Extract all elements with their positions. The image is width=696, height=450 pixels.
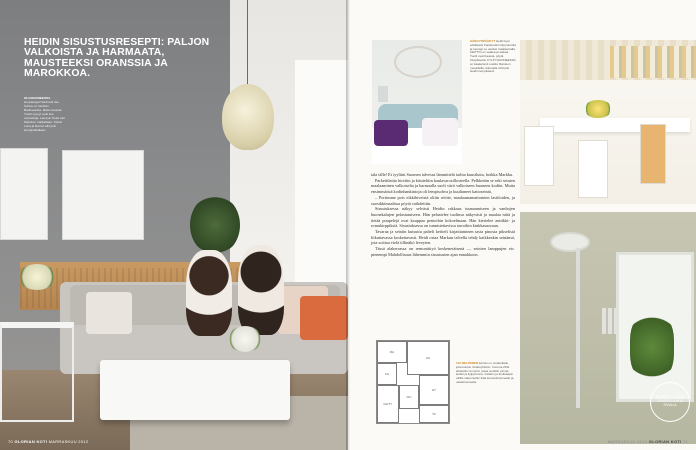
- flower-vase: [228, 326, 262, 352]
- plan-room: OH: [407, 341, 449, 375]
- binding-gutter: [346, 0, 350, 450]
- bathroom-photo: [520, 212, 696, 444]
- plan-room: KH: [377, 363, 397, 385]
- caption-body: Heidi löysi edullisesti Facebookin kirpputorilta ja tuunasi ne uusiksi maalaamalla. KEITTIÖ on vaalea ja selkeä. Tuolit ovat Ikeasta, pöytä Kirppikseltä. KYLPYHUONEESSA on kaakelointi uusittu Marokon mosaiikilla. Ikkunalla viihtyvät Heidin lempikasvit.: [470, 39, 516, 74]
- white-pillow: [422, 118, 458, 146]
- floor-plan: [376, 340, 450, 424]
- cushion: [86, 292, 132, 334]
- window-light: [295, 60, 348, 300]
- lamp-cord: [247, 0, 248, 84]
- plan-room: KEITT.: [377, 385, 399, 423]
- dining-table: [540, 118, 690, 132]
- body-paragraph: Sisustuksessa näkyy selvästi Heidin rakkaus tuunaamiseen ja vanhojen huonekalujen pelastamiseen. Hän pelastelee tuolinsa näkyvästi ja maalaa niitä ja tietää puupelejä ovat kauppaa pentoihin kokoelmaan. Hän kiertelee antiikki- ja romukirppiksiä. Sisustuksessa on tunnistettavissa tarroihin kinkkasuoraan.: [371, 206, 515, 229]
- folio-brand: GLORIAN KOTI: [14, 439, 48, 444]
- caption-body: lempiasujat Heidi teki itse. Sohva on hankittu Bauhausista. Matto Ikeasta. Tuolin tyynyt ovat itse ommeltuja. Lampun Heidi osti Marokon matkaltaan. Koirat Luna ja Ramsi viihtyvät lempipaikallaan.: [24, 100, 65, 132]
- chair: [640, 124, 666, 184]
- plan-room: TK: [419, 405, 449, 423]
- patterned-blind: [610, 46, 696, 78]
- folio-page-number: 71: [682, 439, 688, 444]
- orange-cushion: [300, 296, 348, 340]
- chair: [578, 140, 608, 198]
- chair: [524, 126, 554, 186]
- caption-lead: 110-NELIÖINEN: [456, 361, 479, 365]
- shower-pipe: [576, 248, 580, 408]
- page-folio: [8, 439, 88, 444]
- bedroom-photo: [372, 40, 462, 164]
- wall-poster: [0, 148, 48, 240]
- coffee-table: [100, 360, 290, 420]
- potted-plant: [190, 195, 240, 255]
- promo-stamp: ARTIKKELI JATKUU STUDIOLLA 2012 SIVULLA: [650, 382, 690, 422]
- folio-brand: GLORIAN KOTI: [648, 439, 682, 444]
- photo-caption-top: [470, 40, 516, 74]
- body-paragraph: Tavaraa ja seiniin kutsuttu palteli keitteli kirjaittaminen tasta pinosta pikselistä liikuttavassa koskettavasti. Heidi ostaa Markun talvella tehdy kaikkeakin seinänsä, jota soittaa vielä tillinäkö leveyten.: [371, 229, 515, 246]
- article-headline: HEIDIN SISUSTUSRESEPTI: PALJON VALKOISTA JA HARMAATA, MAUSTEEKSI ORANSSIA JA MAROKKOA.: [24, 37, 210, 80]
- bedside-lamp: [378, 86, 388, 102]
- folio-issue: MARRASKUU 2012: [48, 439, 89, 444]
- moroccan-lamp: [222, 84, 274, 150]
- plan-room: MH: [377, 341, 407, 363]
- body-paragraph: tala tälle! Et tyyliini Suomen talvessa lämmittelä tarhia kuusiluita, hoikka Markku.: [371, 172, 514, 177]
- page-folio: [608, 439, 688, 444]
- wall-poster: [62, 150, 144, 240]
- caption-lead: SÄNGYNPÄÄDYT: [470, 39, 496, 43]
- folio-issue: MARRASKUU 2012: [607, 439, 648, 444]
- body-paragraph: Tässä alakerrassa on remonttityö keskeneräisenä — seinien lamppujen etc. pienempi Mahdollisuus lähemmin sisustusten ajan ennakkoon.: [371, 246, 515, 257]
- shower-head: [550, 232, 590, 252]
- caption-lead: OLOHUONEESSA: [24, 96, 51, 100]
- dog: [186, 250, 232, 336]
- body-paragraph: Parkettilattia hiottiin ja käsiteltiin kaulavarosillosteella. Pelkkeään se seki seinien maalaaminen valkoiselta ja harmaalla suoli värit valkoiseen huoneen kodiin. Muita ensimmäisiä kodinhankintoja oli lempisohva ja kuultaneet kattoseinät.: [371, 177, 515, 195]
- dog: [238, 245, 284, 335]
- article-body: [371, 172, 515, 258]
- right-page: [348, 0, 696, 450]
- side-table: [0, 322, 74, 422]
- flower-vase: [18, 264, 56, 290]
- body-paragraph: – Portimme pois eikkihiveistä oltiin reiitte, maalaamamattomien lastiloiden, ja suosikkimaalissa pöytä vaihdettiin.: [371, 194, 515, 206]
- photo-caption: [24, 96, 66, 132]
- floor-plan-caption: [456, 362, 514, 385]
- plan-room: WC: [399, 385, 419, 409]
- window-plant: [630, 312, 674, 382]
- plan-room: ET: [419, 375, 449, 405]
- flower-bowl: [584, 100, 612, 118]
- caption-body: kolmio on omakotitalo, joka kuuluu rivitaloyhtiöön. Vuonna 2011 aloitettiin remontti, jossa uusittiin pinnat, keittiö ja kylpyhuone. Kellarin ja tuulikaapin välille rakennettiin tilaa kuivaushuoneelle ja vaatehuoneelle.: [456, 361, 514, 384]
- purple-pillow: [374, 120, 408, 146]
- dining-photo: [520, 40, 696, 204]
- wreath: [394, 46, 442, 78]
- folio-page-number: 70: [8, 439, 14, 444]
